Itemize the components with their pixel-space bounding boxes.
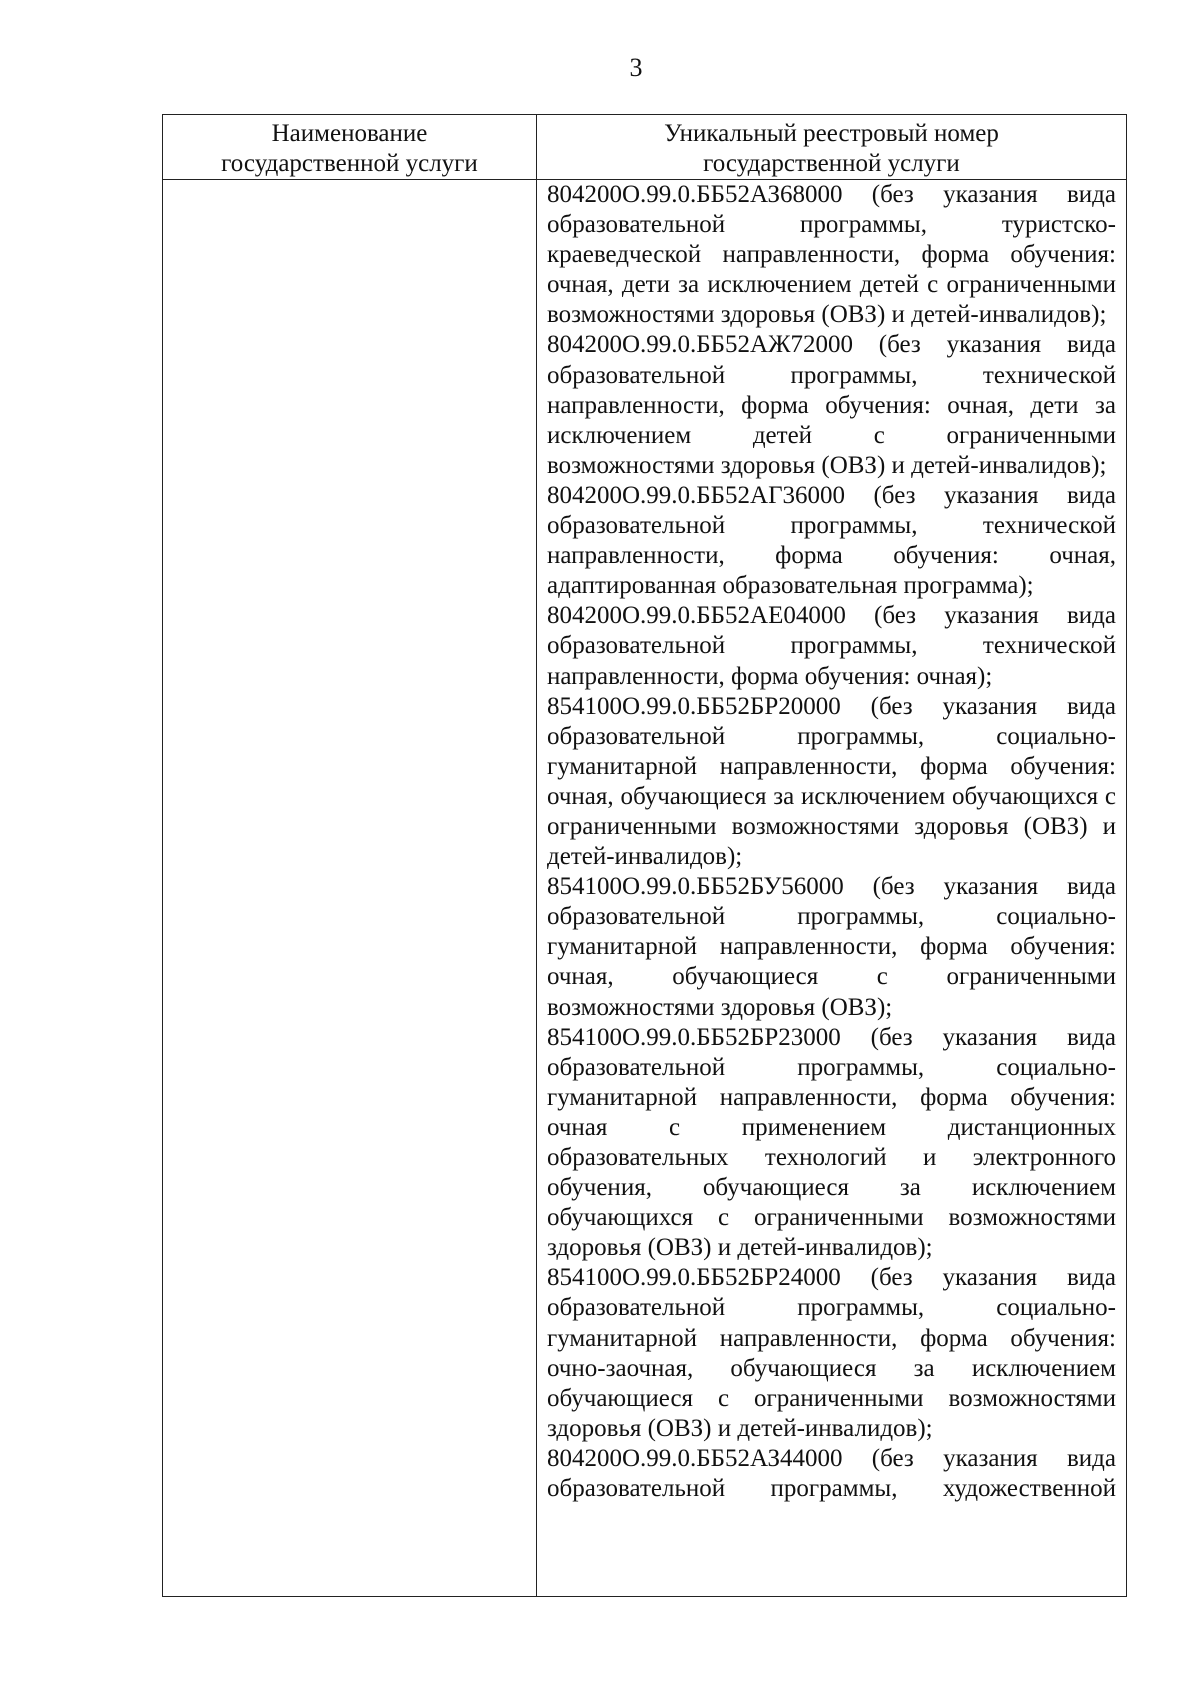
- registry-entry: 804200О.99.0.ББ52АГ36000 (без указания вида образовательной программы, технической направленности, форма обучения: очная, адаптированная образовательная программа);: [547, 481, 1116, 600]
- registry-entry: 804200О.99.0.ББ52АЗ44000 (без указания вида образовательной программы, художественной: [547, 1444, 1116, 1503]
- table-header-row: [163, 115, 1127, 180]
- header-registry-number-line-2: государственной услуги: [703, 150, 960, 177]
- registry-entry: 804200О.99.0.ББ52АЗ68000 (без указания вида образовательной программы, туристско-краеведческой направленности, форма обучения: очная, дети за исключением детей с ограниченными возможностями здоровья (ОВЗ) и детей-инвалидов);: [547, 181, 1116, 329]
- registry-entry: 854100О.99.0.ББ52БР23000 (без указания вида образовательной программы, социально-гуманитарной направленности, форма обучения: очная с применением дистанционных образовательных технологий и электронного обучения, обучающиеся за исключением обучающихся с ограниченными возможностями здоровья (ОВЗ) и детей-инвалидов);: [547, 1023, 1116, 1262]
- registry-entry: 854100О.99.0.ББ52БР20000 (без указания вида образовательной программы, социально-гуманитарной направленности, форма обучения: очная, обучающиеся за исключением обучающихся с ограниченными возможностями здоровья (ОВЗ) и детей-инвалидов);: [547, 692, 1116, 871]
- header-service-name-line-2: государственной услуги: [221, 150, 478, 177]
- page-number: 3: [629, 53, 643, 82]
- registry-numbers-cell: [537, 180, 1127, 1597]
- registry-entry: 854100О.99.0.ББ52БУ56000 (без указания вида образовательной программы, социально-гуманитарной направленности, форма обучения: очная, обучающиеся с ограниченными возможностями здоровья (ОВЗ);: [547, 873, 1116, 1021]
- header-registry-number-line-1: Уникальный реестровый номер: [664, 120, 999, 147]
- registry-entry: 804200О.99.0.ББ52АЕ04000 (без указания вида образовательной программы, технической направленности, форма обучения: очная);: [547, 602, 1116, 690]
- table-row: [163, 180, 1127, 1597]
- registry-entry: 804200О.99.0.ББ52АЖ72000 (без указания вида образовательной программы, технической направленности, форма обучения: очная, дети за исключением детей с ограниченными возможностями здоровья (ОВЗ) и детей-инвалидов);: [547, 331, 1116, 479]
- header-service-name: [163, 115, 537, 180]
- header-registry-number: [537, 115, 1127, 180]
- registry-entry: 854100О.99.0.ББ52БР24000 (без указания вида образовательной программы, социально-гуманитарной направленности, форма обучения: очно-заочная, обучающиеся за исключением обучающиеся с ограниченными возможностями здоровья (ОВЗ) и детей-инвалидов);: [547, 1264, 1116, 1442]
- services-table: [162, 114, 1127, 1597]
- header-service-name-line-1: Наименование: [271, 120, 428, 147]
- service-name-cell: [163, 180, 537, 1597]
